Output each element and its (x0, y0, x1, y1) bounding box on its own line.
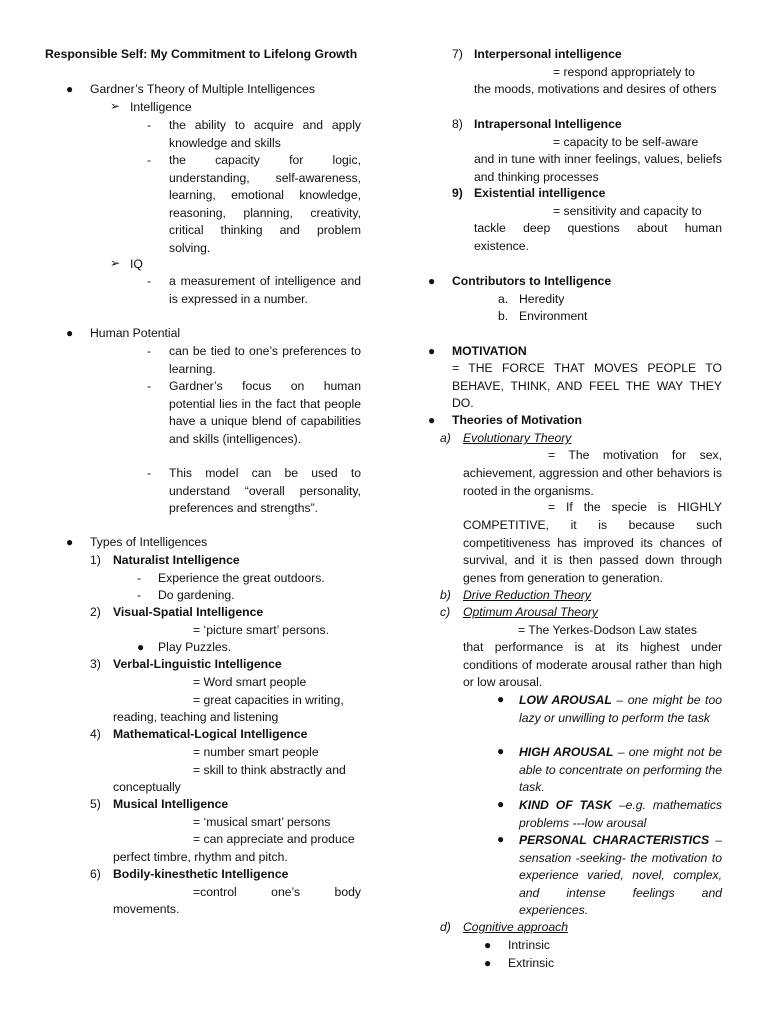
existential-line-1: = sensitivity and capacity to (553, 204, 702, 218)
contributors-heading: Contributors to Intelligence (452, 274, 612, 288)
bodily-number: 6) (90, 867, 101, 881)
evolutionary-theory-link[interactable]: Evolutionary Theory (463, 431, 572, 445)
arrow-bullet-icon: ➢ (110, 99, 121, 113)
visual-number: 2) (90, 605, 101, 619)
contributor-heredity: Heredity (519, 292, 565, 306)
kind-of-task-term: KIND OF TASK (519, 798, 612, 812)
cognitive-approach-link[interactable]: Cognitive approach (463, 920, 569, 934)
intrapersonal-name: Intrapersonal Intelligence (474, 117, 622, 131)
gardner-heading: Gardner’s Theory of Multiple Intelligences (90, 82, 315, 96)
musical-name: Musical Intelligence (113, 797, 229, 811)
bullet-icon: ● (428, 413, 436, 427)
bullet-icon: ● (428, 274, 436, 288)
bullet-icon: ● (484, 956, 492, 970)
math-number: 4) (90, 727, 101, 741)
personal-characteristics-item (519, 832, 722, 920)
high-arousal-item (519, 744, 722, 797)
bullet-icon: ● (484, 938, 492, 952)
cognitive-extrinsic: Extrinsic (508, 956, 555, 970)
drive-reduction-theory-link[interactable]: Drive Reduction Theory (463, 588, 592, 602)
evolutionary-letter: a) (440, 431, 451, 445)
math-line-2a: = skill to think abstractly and (193, 763, 346, 777)
bullet-icon: ● (66, 82, 74, 96)
naturalist-item-2: Do gardening. (158, 588, 235, 602)
yerkes-dodson-line: = The Yerkes-Dodson Law states (518, 623, 697, 637)
bullet-icon: ● (66, 535, 74, 549)
low-arousal-term: LOW AROUSAL (519, 693, 612, 707)
intelligence-label: Intelligence (130, 100, 192, 114)
optimum-arousal-theory-link[interactable]: Optimum Arousal Theory (463, 605, 599, 619)
bodily-name: Bodily-kinesthetic Intelligence (113, 867, 289, 881)
human-potential-item-3: This model can be used to understand “overall personality, preferences and strengths”. (169, 466, 361, 515)
kind-of-task-text: –e.g. mathematics problems ---low arousal (519, 798, 723, 830)
dash-marker: - (147, 379, 152, 393)
math-line-2b: conceptually (113, 780, 181, 794)
evolutionary-p1a: = The motivation for sex, (548, 448, 722, 462)
bodily-line-2: movements. (113, 902, 180, 916)
yerkes-dodson-rest: that performance is at its highest under conditions of moderate arousal rather than high or low arousal. (463, 640, 722, 689)
musical-line-1: = ‘musical smart’ persons (193, 815, 331, 829)
dash-marker: - (147, 118, 152, 132)
motivation-heading: MOTIVATION (452, 344, 527, 358)
low-arousal-item (519, 692, 722, 727)
optimum-letter: c) (440, 605, 451, 619)
intrapersonal-line-1: = capacity to be self-aware (553, 135, 699, 149)
bullet-icon: ● (497, 692, 505, 706)
intrapersonal-rest: and in tune with inner feelings, values, beliefs and thinking processes (474, 152, 722, 184)
dash-marker: - (137, 571, 142, 585)
evolutionary-p1b: achievement, aggression and other behaviors is rooted in the organisms. (463, 466, 722, 498)
evolutionary-p2b: COMPETITIVE, it is because such competitiveness has improved its chances of survival, and it is then passed down through genes from generation to generation. (463, 518, 722, 585)
contributor-letter-b: b. (498, 309, 509, 323)
musical-line-2b: perfect timbre, rhythm and pitch. (113, 850, 288, 864)
interpersonal-line-1: = respond appropriately to (553, 65, 695, 79)
musical-line-2a: = can appreciate and produce (193, 832, 355, 846)
evolutionary-p2a: = If the specie is HIGHLY (548, 500, 722, 514)
contributor-letter-a: a. (498, 292, 509, 306)
types-heading: Types of Intelligences (90, 535, 208, 549)
existential-rest: tackle deep questions about human existence. (474, 221, 722, 253)
kind-of-task-item (519, 797, 722, 832)
intelligence-def-2: the capacity for logic, understanding, self-awareness, learning, emotional knowledge, reasoning, planning, creativity, critical thinking and problem solving. (169, 153, 361, 255)
dash-marker: - (147, 153, 152, 167)
bodily-line-1: =control one’s body (193, 885, 361, 899)
iq-label: IQ (130, 257, 143, 271)
dash-marker: - (147, 344, 152, 358)
visual-bullet: Play Puzzles. (158, 640, 232, 654)
musical-number: 5) (90, 797, 101, 811)
contributor-environment: Environment (519, 309, 588, 323)
arrow-bullet-icon: ➢ (110, 256, 121, 270)
naturalist-item-1: Experience the great outdoors. (158, 571, 325, 585)
bullet-icon: ● (497, 832, 505, 846)
intelligence-def-1: the ability to acquire and apply knowledge and skills (169, 118, 361, 150)
existential-name: Existential intelligence (474, 186, 606, 200)
math-name: Mathematical-Logical Intelligence (113, 727, 308, 741)
visual-name: Visual-Spatial Intelligence (113, 605, 264, 619)
bullet-icon: ● (497, 744, 505, 758)
human-potential-heading: Human Potential (90, 326, 181, 340)
visual-line-1: = ‘picture smart’ persons. (193, 623, 330, 637)
high-arousal-term: HIGH AROUSAL (519, 745, 614, 759)
verbal-number: 3) (90, 657, 101, 671)
dash-marker: - (147, 274, 152, 288)
personal-characteristics-text: – sensation -seeking- the motivation to experience varied, novel, complex, and intense feelings and experiences. (519, 833, 723, 917)
iq-definition: a measurement of intelligence and is expressed in a number. (169, 274, 361, 306)
naturalist-name: Naturalist Intelligence (113, 553, 240, 567)
math-line-1: = number smart people (193, 745, 319, 759)
drive-letter: b) (440, 588, 451, 602)
cognitive-letter: d) (440, 920, 451, 934)
intrapersonal-number: 8) (452, 117, 463, 131)
existential-number: 9) (452, 186, 463, 200)
verbal-name: Verbal-Linguistic Intelligence (113, 657, 282, 671)
low-arousal-text: – one might be too lazy or unwilling to perform the task (519, 693, 722, 725)
human-potential-item-2: Gardner’s focus on human potential lies in the fact that people have a unique blend of capabilities and skills (intelligences). (169, 379, 361, 446)
interpersonal-name: Interpersonal intelligence (474, 47, 622, 61)
document-title: Responsible Self: My Commitment to Lifelong Growth (45, 47, 358, 61)
bullet-icon: ● (497, 797, 505, 811)
bullet-icon: ● (428, 344, 436, 358)
high-arousal-text: – one might not be able to concentrate on performing the task. (519, 745, 722, 794)
cognitive-intrinsic: Intrinsic (508, 938, 550, 952)
verbal-line-2b: reading, teaching and listening (113, 710, 279, 724)
verbal-line-1: = Word smart people (193, 675, 307, 689)
interpersonal-number: 7) (452, 47, 463, 61)
motivation-definition: = THE FORCE THAT MOVES PEOPLE TO BEHAVE, THINK, AND FEEL THE WAY THEY DO. (452, 361, 722, 410)
dash-marker: - (137, 588, 142, 602)
interpersonal-rest: the moods, motivations and desires of others (474, 82, 717, 96)
verbal-line-2a: = great capacities in writing, (193, 693, 344, 707)
human-potential-item-1: can be tied to one’s preferences to learning. (169, 344, 361, 376)
dash-marker: - (147, 466, 152, 480)
personal-characteristics-term: PERSONAL CHARACTERISTICS (519, 833, 710, 847)
theories-heading: Theories of Motivation (452, 413, 583, 427)
bullet-icon: ● (137, 640, 145, 654)
bullet-icon: ● (66, 326, 74, 340)
naturalist-number: 1) (90, 553, 101, 567)
